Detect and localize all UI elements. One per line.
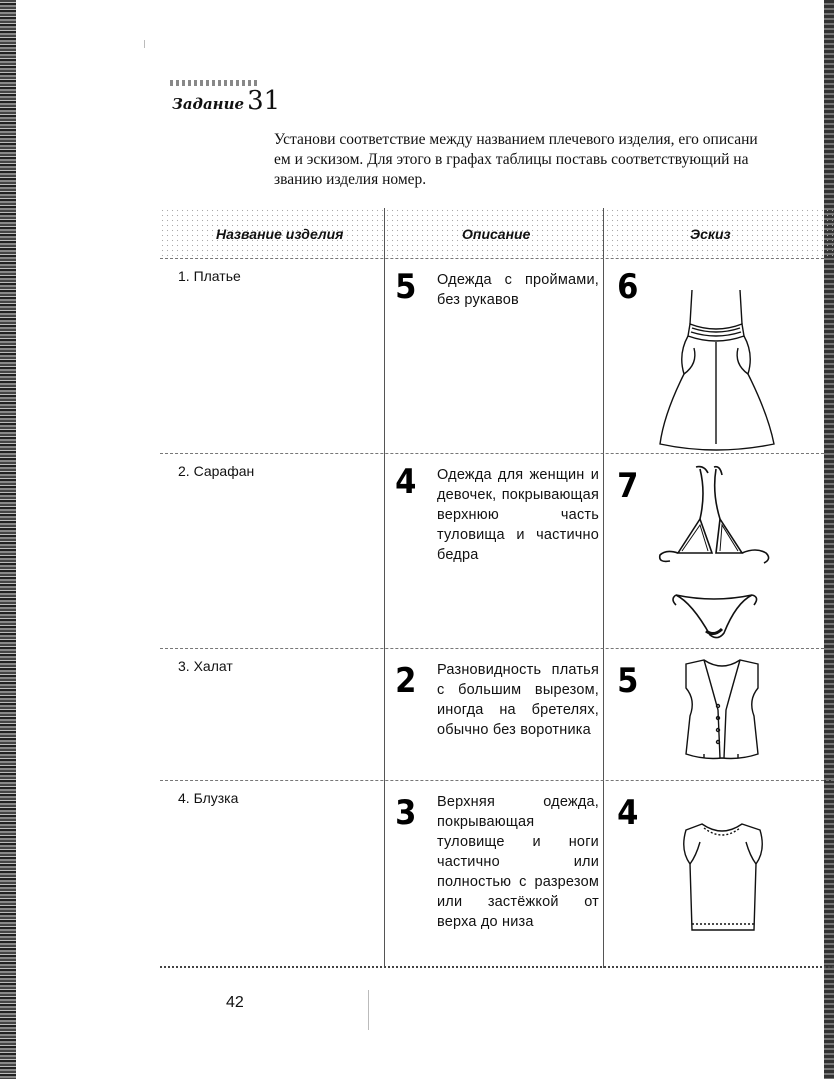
scan-mark: [144, 40, 145, 48]
header-description: Описание: [462, 226, 531, 242]
handwritten-answer[interactable]: 5: [617, 661, 639, 701]
item-name: 2. Сарафан: [178, 463, 255, 479]
table-header: [160, 208, 834, 258]
table-bottom-border: [160, 966, 834, 968]
task-instructions: [274, 130, 834, 190]
handwritten-answer[interactable]: 5: [395, 267, 417, 307]
handwritten-answer[interactable]: 4: [617, 793, 639, 833]
table-row: [160, 790, 834, 966]
handwritten-answer[interactable]: 4: [395, 462, 417, 502]
book-binding-edge: [0, 0, 16, 1079]
sundress-icon: [654, 284, 784, 452]
item-description: Одежда с проймами, без рукавов: [437, 272, 599, 308]
item-description: Разновидность платья с большим вырезом, иногда на бретелях, обычно без воротника: [437, 662, 599, 738]
handwritten-answer[interactable]: 7: [617, 466, 639, 506]
row-divider: [160, 780, 834, 781]
vest-icon: [678, 658, 768, 774]
instruction-line: званию изделия номер.: [274, 171, 427, 188]
item-description: Верхняя одежда, покрывающая туловище и ноги частично или полностью с разрезом или застёжкой от верха до низа: [437, 794, 599, 930]
page-number: 42: [226, 994, 244, 1011]
item-description: Одежда для женщин и девочек, покрывающая верхнюю часть туловища и частично бедра: [437, 467, 599, 563]
table-row: [160, 268, 834, 453]
scan-mark: [368, 990, 369, 1030]
task-number: 31: [247, 86, 281, 116]
row-divider: [160, 258, 834, 259]
handwritten-answer[interactable]: 2: [395, 661, 417, 701]
swimsuit-icon: [656, 463, 786, 643]
item-name: 1. Платье: [178, 268, 241, 284]
blouse-icon: [680, 820, 766, 938]
instruction-line: Установи соответствие между названием плечевого изделия, его описани: [274, 131, 758, 148]
task-label: Задание: [172, 95, 245, 113]
row-divider: [160, 648, 834, 649]
handwritten-answer[interactable]: 6: [617, 267, 639, 307]
table-row: [160, 463, 834, 648]
task-heading: [172, 86, 280, 116]
item-name: 3. Халат: [178, 658, 233, 674]
row-divider: [160, 453, 834, 454]
handwritten-answer[interactable]: 3: [395, 793, 417, 833]
matching-table: [160, 208, 834, 968]
table-row: [160, 658, 834, 780]
instruction-line: ем и эскизом. Для этого в графах таблицы поставь соответствующий на: [274, 151, 749, 168]
header-sketch: Эскиз: [690, 226, 731, 242]
header-name: Название изделия: [216, 226, 344, 242]
item-name: 4. Блузка: [178, 790, 239, 806]
